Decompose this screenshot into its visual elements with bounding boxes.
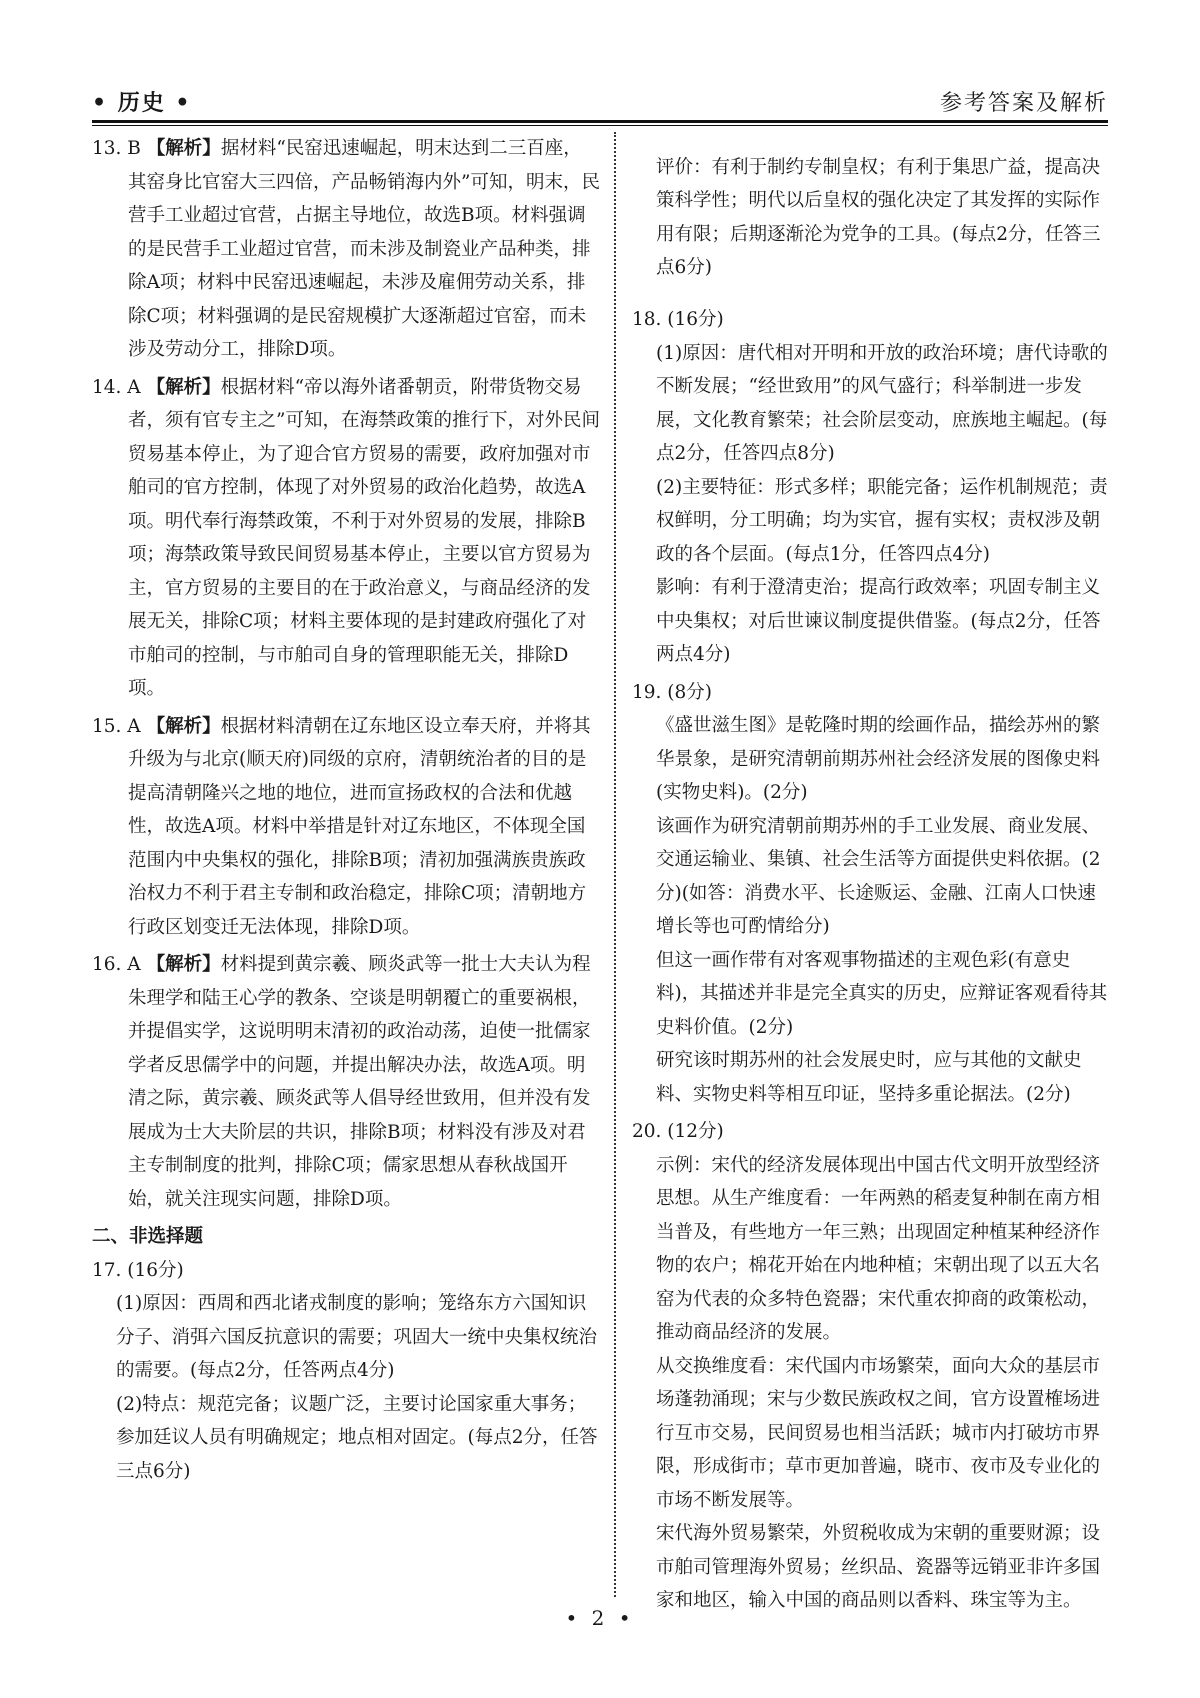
answer-15 xyxy=(92,710,600,945)
section-heading: 二、非选择题 xyxy=(92,1226,204,1247)
answer-13-number: 13. B xyxy=(92,138,141,159)
answer-15-tag: 【解析】 xyxy=(146,715,221,737)
answer-20-para-2: 从交换维度看：宋代国内市场繁荣，面向大众的基层市场蓬勃涌现；宋与少数民族政权之间，官方设置榷场进行互市交易，民间贸易也相当活跃；城市内打破坊市界限，形成街市；草市更加普遍，晓市、夜市及专业化的市场不断发展等。 xyxy=(656,1355,1101,1511)
page-header xyxy=(92,86,1108,118)
answer-19-number: 19. (8分) xyxy=(632,681,713,703)
answer-19-para-4: 研究该时期苏州的社会发展史时，应与其他的文献史料、实物史料等相互印证，坚持多重论据法。(2分) xyxy=(656,1050,1082,1105)
left-column xyxy=(92,132,600,1488)
answer-13-text: 据材料“民窑迅速崛起，明末达到二三百座，其窑身比官窑大三四倍，产品畅销海内外”可知，明末，民营手工业超过官营，占据主导地位，故选B项。材料强调的是民营手工业超过官营，而未涉及制瓷业产品种类，排除A项；材料中民窑迅速崛起，未涉及雇佣劳动关系，排除C项；材料强调的是民窑规模扩大逐渐超过官窑，而未涉及劳动分工，排除D项。 xyxy=(128,138,600,360)
answer-19-para-3: 但这一画作带有对客观事物描述的主观色彩(有意史料)，其描述并非是完全真实的历史，应辩证客观看待其史料价值。(2分) xyxy=(656,949,1108,1038)
answer-15-text: 根据材料清朝在辽东地区设立奉天府，并将其升级为与北京(顺天府)同级的京府，清朝统治者的目的是提高清朝隆兴之地的地位，进而宣扬政权的合法和优越性，故选A项。材料中举措是针对辽东地区，不体现全国范围内中央集权的强化，排除B项；清初加强满族贵族政治权力不利于君主专制和政治稳定，排除C项；清朝地方行政区划变迁无法体现，排除D项。 xyxy=(128,715,591,938)
section-title: 参考答案及解析 xyxy=(939,91,1108,116)
answer-13-tag: 【解析】 xyxy=(146,138,221,159)
answer-17-part-2: (2)特点：规范完备；议题广泛，主要讨论国家重大事务；参加廷议人员有明确规定；地点相对固定。(每点2分，任答三点6分) xyxy=(116,1393,598,1482)
answer-16-tag: 【解析】 xyxy=(146,954,221,975)
answer-17-part-1: (1)原因：西周和西北诸戎制度的影响；笼络东方六国知识分子、消弭六国反抗意识的需要；巩固大一统中央集权统治的需要。(每点2分，任答两点4分) xyxy=(116,1293,598,1381)
answer-16-number: 16. A xyxy=(92,954,141,975)
answer-15-number: 15. A xyxy=(92,715,141,737)
right-column xyxy=(632,132,1108,1618)
answer-20-para-3: 宋代海外贸易繁荣，外贸税收成为宋朝的重要财源；设市舶司管理海外贸易；丝织品、瓷器等远销亚非许多国家和地区，输入中国的商品则以香料、珠宝等为主。 xyxy=(656,1523,1101,1611)
answer-18-impact: 影响：有利于澄清吏治；提高行政效率；巩固专制主义中央集权；对后世谏议制度提供借鉴。(每点2分，任答两点4分) xyxy=(656,577,1101,665)
answer-18-part-1: (1)原因：唐代相对开明和开放的政治环境；唐代诗歌的不断发展；“经世致用”的风气盛行；科举制进一步发展，文化教育繁荣；社会阶层变动，庶族地主崛起。(每点2分，任答四点8分) xyxy=(656,342,1108,464)
answer-16 xyxy=(92,948,600,1216)
answer-13 xyxy=(92,132,600,367)
answer-20-number: 20. (12分) xyxy=(632,1121,724,1142)
page-number: • 2 • xyxy=(565,1606,635,1630)
answer-19 xyxy=(632,676,1108,1112)
answer-14-number: 14. A xyxy=(92,376,141,398)
answer-14 xyxy=(92,371,600,706)
answer-14-text: 根据材料“帝以海外诸番朝贡，附带货物交易者，须有官专主之”可知，在海禁政策的推行下，对外民间贸易基本停止，为了迎合官方贸易的需要，政府加强对市舶司的官方控制，体现了对外贸易的政治化趋势，故选A项。明代奉行海禁政策，不利于对外贸易的发展，排除B项；海禁政策导致民间贸易基本停止，主要以官方贸易为主，官方贸易的主要目的在于政治意义，与商品经济的发展无关，排除C项；材料主要体现的是封建政府强化了对市舶司的控制，与市舶司自身的管理职能无关，排除D项。 xyxy=(128,376,600,699)
answer-17-number: 17. (16分) xyxy=(92,1259,184,1281)
answer-18-part-2: (2)主要特征：形式多样；职能完备；运作机制规范；责权鲜明，分工明确；均为实官，握有实权；责权涉及朝政的各个层面。(每点1分，任答四点4分) xyxy=(656,476,1108,565)
answer-17 xyxy=(92,1254,600,1489)
answer-18 xyxy=(632,303,1108,672)
answer-19-para-2: 该画作为研究清朝前期苏州的手工业发展、商业发展、交通运输业、集镇、社会生活等方面提供史料依据。(2分)(如答：消费水平、长途贩运、金融、江南人口快速增长等也可酌情给分) xyxy=(656,815,1101,937)
answer-16-text: 材料提到黄宗羲、顾炎武等一批士大夫认为程朱理学和陆王心学的教条、空谈是明朝覆亡的重要祸根，并提倡实学，这说明明末清初的政治动荡，迫使一批儒家学者反思儒学中的问题，并提出解决办法，故选A项。明清之际，黄宗羲、顾炎武等人倡导经世致用，但并没有发展成为士大夫阶层的共识，排除B项；材料没有涉及对君主专制制度的批判，排除C项；儒家思想从春秋战国开始，就关注现实问题，排除D项。 xyxy=(128,954,591,1210)
answer-17-evaluation: 评价：有利于制约专制皇权；有利于集思广益，提高决策科学性；明代以后皇权的强化决定了其发挥的实际作用有限；后期逐渐沦为党争的工具。(每点2分，任答三点6分) xyxy=(656,156,1101,278)
subject-title: • 历史 • xyxy=(92,90,192,116)
answer-20 xyxy=(632,1115,1108,1618)
column-divider xyxy=(614,132,616,1597)
answer-20-para-1: 示例：宋代的经济发展体现出中国古代文明开放型经济思想。从生产维度看：一年两熟的稻麦复种制在南方相当普及，有些地方一年三熟；出现固定种植某种经济作物的农户；棉花开始在内地种植；宋朝出现了以五大名窑为代表的众多特色瓷器；宋代重农抑商的政策松动，推动商品经济的发展。 xyxy=(656,1154,1101,1343)
answer-14-tag: 【解析】 xyxy=(146,376,221,398)
header-rule-thin xyxy=(92,125,1108,126)
answer-19-para-1: 《盛世滋生图》是乾隆时期的绘画作品，描绘苏州的繁华景象，是研究清朝前期苏州社会经济发展的图像史料(实物史料)。(2分) xyxy=(656,715,1101,803)
header-rule xyxy=(92,120,1108,123)
answer-18-number: 18. (16分) xyxy=(632,309,724,330)
